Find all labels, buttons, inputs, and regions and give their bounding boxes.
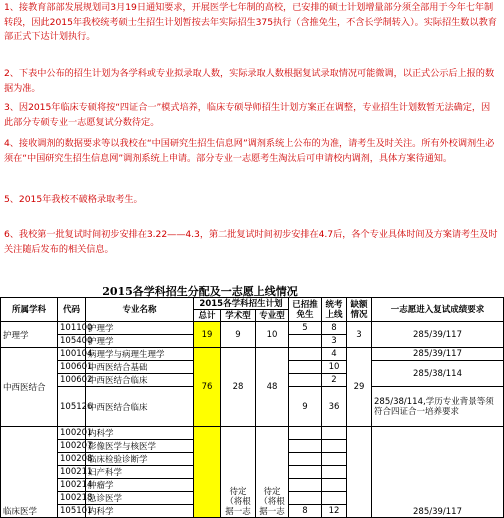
recommended-cell: [289, 466, 322, 479]
notice-item-2: 2、下表中公布的招生计划为各学科或专业拟录取人数，实际录取人数根据复试录取情况可能微调，以正式公示后上报的数据为准。: [4, 68, 495, 94]
professional-cell: 48: [256, 348, 289, 427]
recommended-cell: 8: [289, 505, 322, 518]
online-cell: [322, 492, 347, 505]
table-row: [1, 427, 504, 440]
table-title: 2015各学科招生分配及一志愿上线情况: [102, 285, 298, 298]
discipline-cell: 中西医结合: [1, 348, 58, 427]
online-cell: 36: [322, 387, 347, 427]
gap-cell: 3: [347, 322, 372, 348]
major-cell: 护理学: [86, 322, 194, 335]
code-cell: 100207: [58, 440, 86, 453]
discipline-cell: 护理学: [1, 322, 58, 348]
header-gap: 缺额情况: [347, 298, 372, 322]
table-row: [1, 348, 504, 361]
code-cell: 100211: [58, 466, 86, 479]
major-cell: 内科学: [86, 505, 194, 518]
table-header-row: [1, 298, 504, 310]
discipline-cell: 临床医学: [1, 427, 58, 518]
recommended-cell: [289, 335, 322, 348]
online-cell: [322, 479, 347, 492]
major-cell: 肿瘤学: [86, 479, 194, 492]
academic-cell: 待定（将根据一志: [221, 427, 256, 518]
online-cell: [322, 453, 347, 466]
notice-item-4: 4、接收调剂的数据要求等以我校在“中国研究生招生信息网”调剂系统上公布的为准，请考生及时关注。所有外校调剂生必须在“中国研究生招生信息网”调剂系统上申请。部分专业一志愿考生淘汰后可申请校内调剂，具体方案待通知。: [4, 138, 495, 164]
recommended-cell: [289, 492, 322, 505]
code-cell: 105400: [58, 335, 86, 348]
recommended-cell: 5: [289, 322, 322, 335]
total-cell: 19: [194, 322, 221, 348]
header-academic: 学术型: [221, 310, 256, 322]
code-cell: 100208: [58, 453, 86, 466]
online-cell: [322, 466, 347, 479]
recommended-cell: 9: [289, 387, 322, 427]
header-online: 统考上线: [322, 298, 347, 322]
online-cell: 12: [322, 505, 347, 518]
code-cell: 105126: [58, 387, 86, 427]
online-cell: 8: [322, 322, 347, 335]
online-cell: 4: [322, 348, 347, 361]
code-cell: 100602: [58, 374, 86, 387]
table-row: [1, 322, 504, 335]
header-discipline: 所属学科: [1, 298, 58, 322]
major-cell: 病理学与病理生理学: [86, 348, 194, 361]
header-professional: 专业型: [256, 310, 289, 322]
recommended-cell: [289, 374, 322, 387]
notice-item-6: 6、我校第一批复试时间初步安排在3.22——4.3，第二批复试时间初步安排在4.7后，各个专业具体时间及方案请考生及时关注随后发布的相关信息。: [4, 229, 498, 255]
academic-cell: 28: [221, 348, 256, 427]
major-cell: 护理学: [86, 335, 194, 348]
line-cell: 285/39/117: [372, 322, 504, 348]
major-cell: 内科学: [86, 427, 194, 440]
code-cell: 100104: [58, 348, 86, 361]
code-cell: 100601: [58, 361, 86, 374]
code-cell: 100218: [58, 492, 86, 505]
header-plan-group: 2015各学科招生计划: [194, 298, 289, 310]
recommended-cell: [289, 479, 322, 492]
header-major: 专业名称: [86, 298, 194, 322]
quota-table: [0, 297, 504, 518]
recommended-cell: [289, 440, 322, 453]
major-cell: 中西医结合临床: [86, 387, 194, 427]
header-code: 代码: [58, 298, 86, 322]
major-cell: 妇产科学: [86, 466, 194, 479]
code-cell: 101100: [58, 322, 86, 335]
major-cell: 中西医结合临床: [86, 374, 194, 387]
recommended-cell: [289, 348, 322, 361]
online-cell: 10: [322, 361, 347, 374]
online-cell: 3: [322, 335, 347, 348]
gap-cell: [347, 427, 372, 518]
notice-item-1: 1、接教育部部发展规划司3月19日通知要求，开展医学七年制的高校，已安排的硕士计划增量部分须全部用于今年七年制转段，因此2015年我校统考硕士生招生计划暂按去年实际招生375执行（含推免生，不含长学制转入）。实际招生数以教育部正式下达计划执行。: [4, 2, 497, 42]
online-cell: 2: [322, 374, 347, 387]
notice-item-3: 3、因2015年临床专硕将按“四证合一”模式培养，临床专硕导师招生计划方案正在调整，专业招生计划数暂无法确定，因此部分专硕专业一志愿复试分数待定。: [4, 102, 491, 128]
code-cell: 105101: [58, 505, 86, 518]
line-cell: 285/38/114,学历专业背景等须符合四证合一培养要求: [372, 387, 504, 427]
recommended-cell: [289, 453, 322, 466]
gap-cell: 29: [347, 348, 372, 427]
recommended-cell: [289, 427, 322, 440]
total-cell: [194, 427, 221, 518]
major-cell: 影像医学与核医学: [86, 440, 194, 453]
header-line: 一志愿进入复试成绩要求: [372, 298, 504, 322]
recommended-cell: [289, 361, 322, 374]
online-cell: [322, 427, 347, 440]
total-cell: 76: [194, 348, 221, 427]
major-cell: 急诊医学: [86, 492, 194, 505]
header-recommended: 已招推免生: [289, 298, 322, 322]
line-cell: 285/38/114: [372, 361, 504, 387]
professional-cell: 待定（将根据一志: [256, 427, 289, 518]
code-cell: 100201: [58, 427, 86, 440]
line-cell: 285/39/117: [372, 348, 504, 361]
professional-cell: 10: [256, 322, 289, 348]
major-cell: 中西医结合基础: [86, 361, 194, 374]
online-cell: [322, 440, 347, 453]
line-cell: 285/39/117: [372, 427, 504, 518]
header-total: 总计: [194, 310, 221, 322]
major-cell: 临床检验诊断学: [86, 453, 194, 466]
code-cell: 100214: [58, 479, 86, 492]
academic-cell: 9: [221, 322, 256, 348]
notice-item-5: 5、2015年我校不破格录取考生。: [4, 194, 143, 205]
